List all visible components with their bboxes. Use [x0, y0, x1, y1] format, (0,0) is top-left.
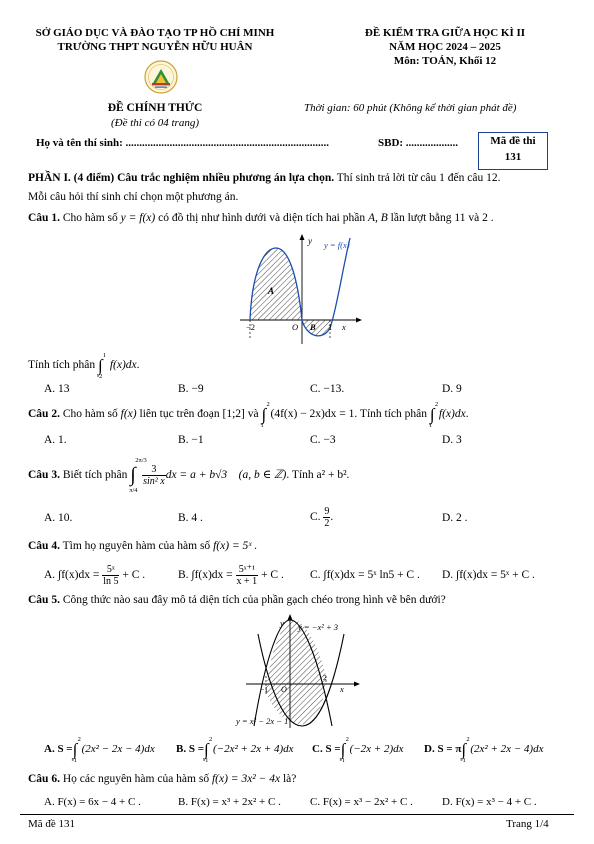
- q3-denominator: sin² x: [143, 476, 165, 487]
- q5-xlabel: x: [340, 684, 344, 694]
- school-logo-icon: [144, 60, 178, 94]
- q1-option-d[interactable]: D. 9: [442, 383, 462, 395]
- q2-option-c[interactable]: C. −3: [310, 434, 336, 446]
- q3-lower: π/4: [129, 487, 138, 494]
- q5-option-a[interactable]: [44, 736, 155, 764]
- integral-icon: ∫ 2π/3 π/4: [129, 457, 147, 494]
- q5-graph-ylabel: y: [280, 618, 284, 628]
- integral-icon: ∫ 2 -1: [71, 736, 81, 764]
- q3-option-c-label: C.: [310, 511, 321, 524]
- q3-option-b[interactable]: B. 4 .: [178, 512, 203, 524]
- q6-option-a[interactable]: A. F(x) = 6x − 4 + C .: [44, 796, 141, 808]
- q2-label: Câu 2.: [28, 408, 60, 421]
- q4-b-num: 5ˣ⁺¹: [236, 564, 259, 576]
- q1-region-b: B: [310, 322, 316, 332]
- part1-title: PHẦN I. (4 điểm) Câu trắc nghiệm nhiều phương án lựa chọn.: [28, 172, 335, 184]
- q3-ask: . Tính a² + b².: [286, 469, 350, 482]
- sbd-field: SBD: ...................: [378, 137, 459, 149]
- q3-tail: dx = a + b√3: [165, 469, 228, 482]
- q6-text: Họ các nguyên hàm của hàm số: [62, 773, 210, 785]
- q1-regions: A, B: [367, 212, 388, 224]
- q4-b-fraction: [236, 564, 259, 587]
- part1-desc: Thí sinh trả lời từ câu 1 đến câu 12.: [334, 172, 501, 184]
- q2-text-b: liên tục trên đoạn: [139, 408, 220, 421]
- q3-c-den: 2: [324, 518, 330, 529]
- integral-icon: ∫ 2 1: [260, 401, 270, 429]
- official-label: ĐỀ CHÍNH THỨC: [107, 102, 203, 114]
- question-5: [28, 594, 446, 606]
- school-year: NĂM HỌC 2024 – 2025: [389, 41, 501, 53]
- q4-option-a-head: A. ∫f(x)dx =: [44, 569, 100, 582]
- q2-interval: [1;2]: [222, 408, 245, 421]
- q4-b-den: x + 1: [236, 576, 258, 587]
- q4-a-tail: + C .: [122, 569, 146, 582]
- q3-c-num: 9: [324, 506, 330, 517]
- q2-text-a: Cho hàm số: [62, 408, 118, 421]
- q1-tick-1: 1: [328, 322, 333, 332]
- q5-curve1-label: y = −x² + 3: [298, 622, 339, 632]
- q4-a-den: ln 5: [103, 576, 119, 587]
- q1-graph-ylabel: y: [308, 236, 312, 246]
- q5-b-upper: 2: [208, 736, 213, 743]
- q3-option-d[interactable]: D. 2 .: [442, 512, 468, 524]
- q3-option-c[interactable]: C. $\frac{9}{2}$ .: [310, 506, 334, 529]
- q3-option-a[interactable]: A. 10.: [44, 512, 73, 524]
- q3-option-c-fraction: [323, 506, 330, 529]
- question-6: [28, 773, 296, 785]
- q5-d-body: (2x² + 2x − 4)dx: [470, 743, 544, 756]
- school-name: TRƯỜNG THPT NGUYỄN HỮU HUÂN: [57, 41, 253, 53]
- q5-tick-m1: −1: [260, 685, 268, 694]
- q5-c-head: C. S =: [312, 743, 341, 756]
- q5-a-head: A. S =: [44, 743, 73, 756]
- q5-b-lower: -1: [202, 757, 209, 764]
- q2-option-a[interactable]: A. 1.: [44, 434, 67, 446]
- q1-ask: Tính tích phân ∫ 1 -2 f(x)dx.: [28, 352, 140, 380]
- q5-b-body: (−2x² + 2x + 4)dx: [212, 743, 294, 756]
- q2-lower-2: 1: [428, 422, 433, 429]
- q1-tick-m2: −2: [246, 322, 256, 332]
- q5-label: Câu 5.: [28, 594, 60, 606]
- footer-page: Trang 1/4: [506, 818, 549, 830]
- q5-d-head: D. S = π: [424, 743, 462, 756]
- q2-option-b[interactable]: B. −1: [178, 434, 204, 446]
- q1-option-b[interactable]: B. −9: [178, 383, 204, 395]
- q6-option-c[interactable]: C. F(x) = x³ − 2x² + C .: [310, 796, 413, 808]
- q5-origin: O: [281, 685, 287, 694]
- exam-title: ĐỀ KIỂM TRA GIỮA HỌC KÌ II: [364, 27, 526, 39]
- q1-region-a: A: [268, 286, 275, 296]
- integral-icon: ∫ 2 -1: [202, 736, 213, 764]
- q1-label: Câu 1.: [28, 212, 60, 224]
- question-3: [28, 457, 350, 494]
- q4-b-tail: + C .: [261, 569, 284, 582]
- exam-code-value: 131: [504, 151, 522, 163]
- q6-tail: là?: [282, 773, 297, 785]
- q2-lower: 1: [260, 422, 264, 429]
- q6-function: f(x) = 3x² − 4x: [211, 773, 281, 785]
- q1-text-c: lần lượt bằng 11 và 2 .: [390, 212, 494, 224]
- question-2: Câu 2. Cho hàm số f(x) liên tục trên đoạn [1;2] và ∫ 2 1 (4f(x) − 2x)dx = 1. Tính tích phân ∫ 2 1 f(x)dx.: [28, 401, 469, 429]
- integral-icon: ∫ 2 -1: [339, 736, 349, 764]
- q5-d-upper: 2: [466, 736, 470, 743]
- q5-text: Công thức nào sau đây mô tả diện tích của phần gạch chéo trong hình vẽ bên dưới?: [62, 594, 446, 606]
- q5-tick-2: 2: [323, 673, 327, 682]
- subject: Môn: TOÁN, Khối 12: [393, 55, 497, 67]
- q1-xlabel: x: [342, 322, 346, 332]
- q1-upper: 1: [102, 352, 107, 359]
- q1-lower: -2: [96, 373, 103, 380]
- q5-option-d[interactable]: [424, 736, 544, 764]
- integral-icon: ∫ 2 1: [428, 401, 439, 429]
- q1-option-a[interactable]: A. 13: [44, 383, 70, 395]
- page-count: (Đề thi có 04 trang): [111, 117, 199, 129]
- q4-option-d[interactable]: D. ∫f(x)dx = 5ˣ + C .: [442, 569, 535, 581]
- q2-upper: 2: [266, 401, 270, 408]
- question-1: [28, 212, 494, 224]
- q5-c-lower: -1: [339, 757, 346, 764]
- q4-option-b[interactable]: [178, 564, 284, 587]
- q1-text-b: có đồ thị như hình dưới và diện tích hai phần: [158, 212, 366, 224]
- q4-text: Tìm họ nguyên hàm của hàm số: [62, 540, 211, 552]
- q4-option-c[interactable]: C. ∫f(x)dx = 5ˣ ln5 + C .: [310, 569, 420, 581]
- q4-function: f(x) = 5ˣ .: [213, 540, 258, 552]
- q1-graph-curve-label: y = f(x): [324, 240, 350, 250]
- student-name-label: Họ và tên thí sinh: ..........................................................................: [36, 137, 330, 149]
- q2-and: và: [247, 408, 259, 421]
- part1-desc-2: Mỗi câu hỏi thí sinh chỉ chọn một phương án.: [28, 191, 239, 203]
- q3-label: Câu 3.: [28, 469, 60, 482]
- q2-integrand-2: f(x)dx: [438, 408, 466, 421]
- q4-a-num: 5ˣ: [102, 564, 119, 576]
- q1-ask-text: Tính tích phân: [28, 359, 96, 372]
- q2-option-d[interactable]: D. 3: [442, 434, 462, 446]
- q6-option-d[interactable]: D. F(x) = x³ − 4 + C .: [442, 796, 537, 808]
- q5-c-body: (−2x + 2)dx: [349, 743, 404, 756]
- integral-icon: ∫ 1 -2: [96, 352, 107, 380]
- footer-divider: [20, 814, 574, 815]
- q4-option-a[interactable]: [44, 564, 145, 587]
- q2-upper-2: 2: [434, 401, 439, 408]
- part1-intro: [28, 172, 500, 184]
- q3-upper: 2π/3: [135, 457, 147, 464]
- footer-code: Mã đề 131: [28, 818, 76, 830]
- q2-integrand: (4f(x) − 2x)dx = 1: [270, 408, 355, 421]
- q4-a-fraction: [102, 564, 119, 587]
- q1-integrand: f(x)dx: [109, 359, 137, 372]
- q5-a-body: (2x² − 2x − 4)dx: [81, 743, 155, 756]
- q4-option-b-head: B. ∫f(x)dx =: [178, 569, 233, 582]
- q3-text-a: Biết tích phân: [62, 469, 128, 482]
- q5-a-upper: 2: [77, 736, 81, 743]
- q1-graph: [232, 232, 364, 350]
- q3-fraction: [142, 464, 166, 487]
- exam-code-label: Mã đề thi: [490, 135, 536, 147]
- q2-function: f(x): [120, 408, 137, 421]
- q5-a-lower: -1: [71, 757, 78, 764]
- q3-numerator: 3: [142, 464, 166, 476]
- q6-label: Câu 6.: [28, 773, 60, 785]
- student-name-field: [36, 137, 329, 149]
- q1-text-a: Cho hàm số: [62, 212, 118, 224]
- q5-graph: [232, 614, 364, 732]
- q4-label: Câu 4.: [28, 540, 60, 552]
- department-name: SỞ GIÁO DỤC VÀ ĐÀO TẠO TP HỒ CHÍ MINH: [35, 27, 275, 39]
- integral-icon: ∫ 2 -1: [460, 736, 470, 764]
- q3-condition: (a, b ∈ ℤ): [238, 469, 287, 482]
- q5-d-lower: -1: [460, 757, 466, 764]
- q1-option-c[interactable]: C. −13.: [310, 383, 345, 395]
- q2-text-c: . Tính tích phân: [354, 408, 427, 421]
- q6-option-b[interactable]: B. F(x) = x³ + 2x² + C .: [178, 796, 281, 808]
- time-limit: Thời gian: 60 phút (Không kể thời gian phát đề): [304, 102, 517, 114]
- q5-curve2-label: y = x² − 2x − 1: [236, 716, 289, 726]
- q5-option-b[interactable]: [176, 736, 294, 764]
- q1-origin: O: [292, 322, 299, 332]
- q5-option-c[interactable]: [312, 736, 404, 764]
- question-4: [28, 540, 257, 552]
- q1-function: y = f(x): [120, 212, 156, 224]
- q5-c-upper: 2: [345, 736, 349, 743]
- q5-b-head: B. S =: [176, 743, 204, 756]
